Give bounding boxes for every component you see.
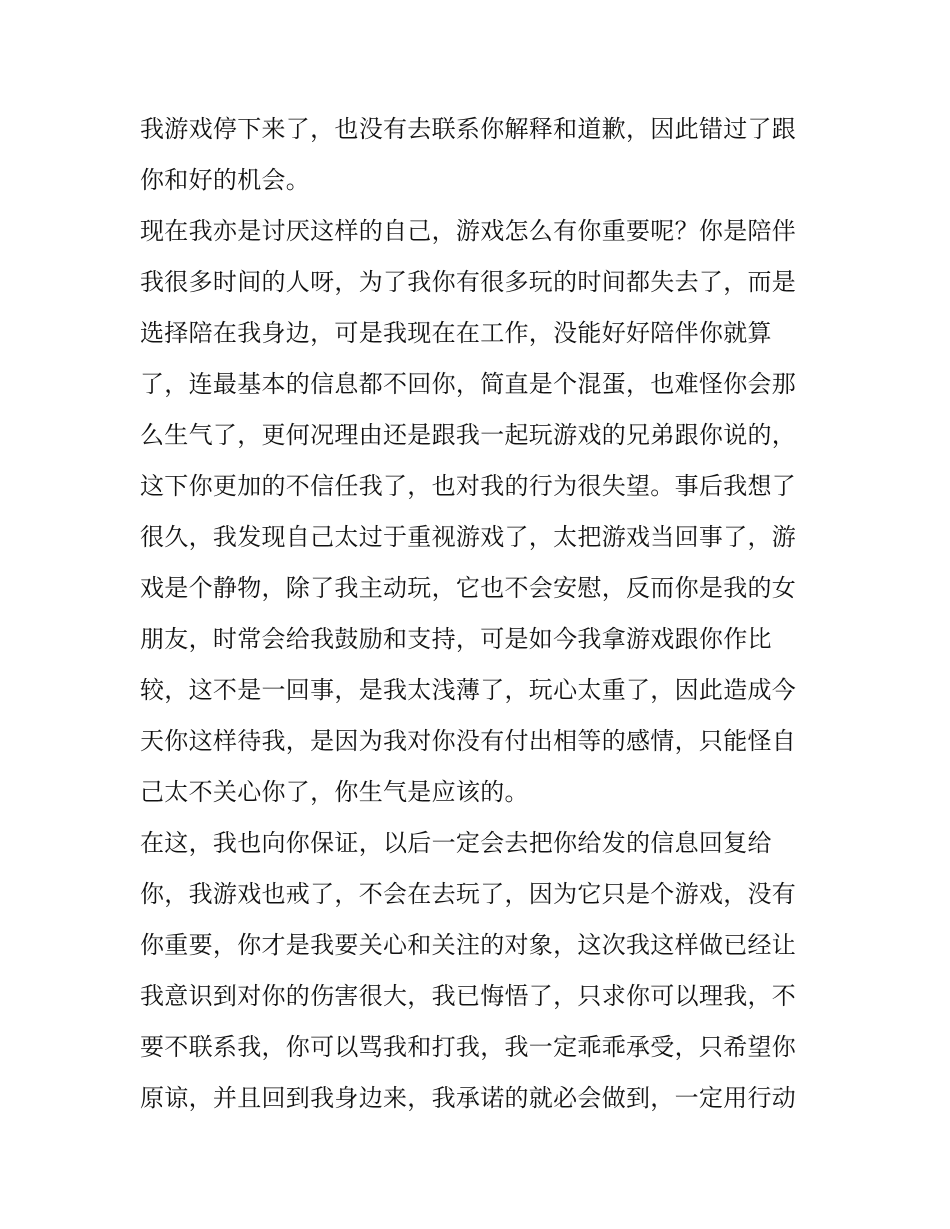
text-line: 现在我亦是讨厌这样的自己，游戏怎么有你重要呢？你是陪伴 [140, 217, 797, 245]
text-line: 这下你更加的不信任我了，也对我的行为很失望。事后我想了 [140, 472, 797, 500]
text-line: 戏是个静物，除了我主动玩，它也不会安慰，反而你是我的女 [140, 574, 797, 602]
text-line: 朋友，时常会给我鼓励和支持，可是如今我拿游戏跟你作比 [140, 625, 772, 653]
text-line: 选择陪在我身边，可是我现在在工作，没能好好陪伴你就算 [140, 319, 772, 347]
text-line: 要不联系我，你可以骂我和打我，我一定乖乖承受，只希望你 [140, 1033, 797, 1061]
text-line: 己太不关心你了，你生气是应该的。 [140, 778, 529, 806]
text-line: 么生气了，更何况理由还是跟我一起玩游戏的兄弟跟你说的， [140, 421, 797, 449]
text-line: 你重要，你才是我要关心和关注的对象，这次我这样做已经让 [140, 931, 797, 959]
text-line: 我游戏停下来了，也没有去联系你解释和道歉，因此错过了跟 [140, 115, 797, 143]
text-line: 天你这样待我，是因为我对你没有付出相等的感情，只能怪自 [140, 727, 797, 755]
text-line: 你，我游戏也戒了，不会在去玩了，因为它只是个游戏，没有 [140, 880, 797, 908]
text-line: 我意识到对你的伤害很大，我已悔悟了，只求你可以理我，不 [140, 982, 797, 1010]
text-line: 很久，我发现自己太过于重视游戏了，太把游戏当回事了，游 [140, 523, 797, 551]
text-line: 原谅，并且回到我身边来，我承诺的就必会做到，一定用行动 [140, 1084, 797, 1112]
text-line: 了，连最基本的信息都不回你，简直是个混蛋，也难怪你会那 [140, 370, 797, 398]
text-line: 你和好的机会。 [140, 166, 311, 194]
text-line: 在这，我也向你保证，以后一定会去把你给发的信息回复给 [140, 829, 772, 857]
text-line: 较，这不是一回事，是我太浅薄了，玩心太重了，因此造成今 [140, 676, 797, 704]
text-line: 我很多时间的人呀，为了我你有很多玩的时间都失去了，而是 [140, 268, 797, 296]
body-text [140, 104, 820, 1124]
